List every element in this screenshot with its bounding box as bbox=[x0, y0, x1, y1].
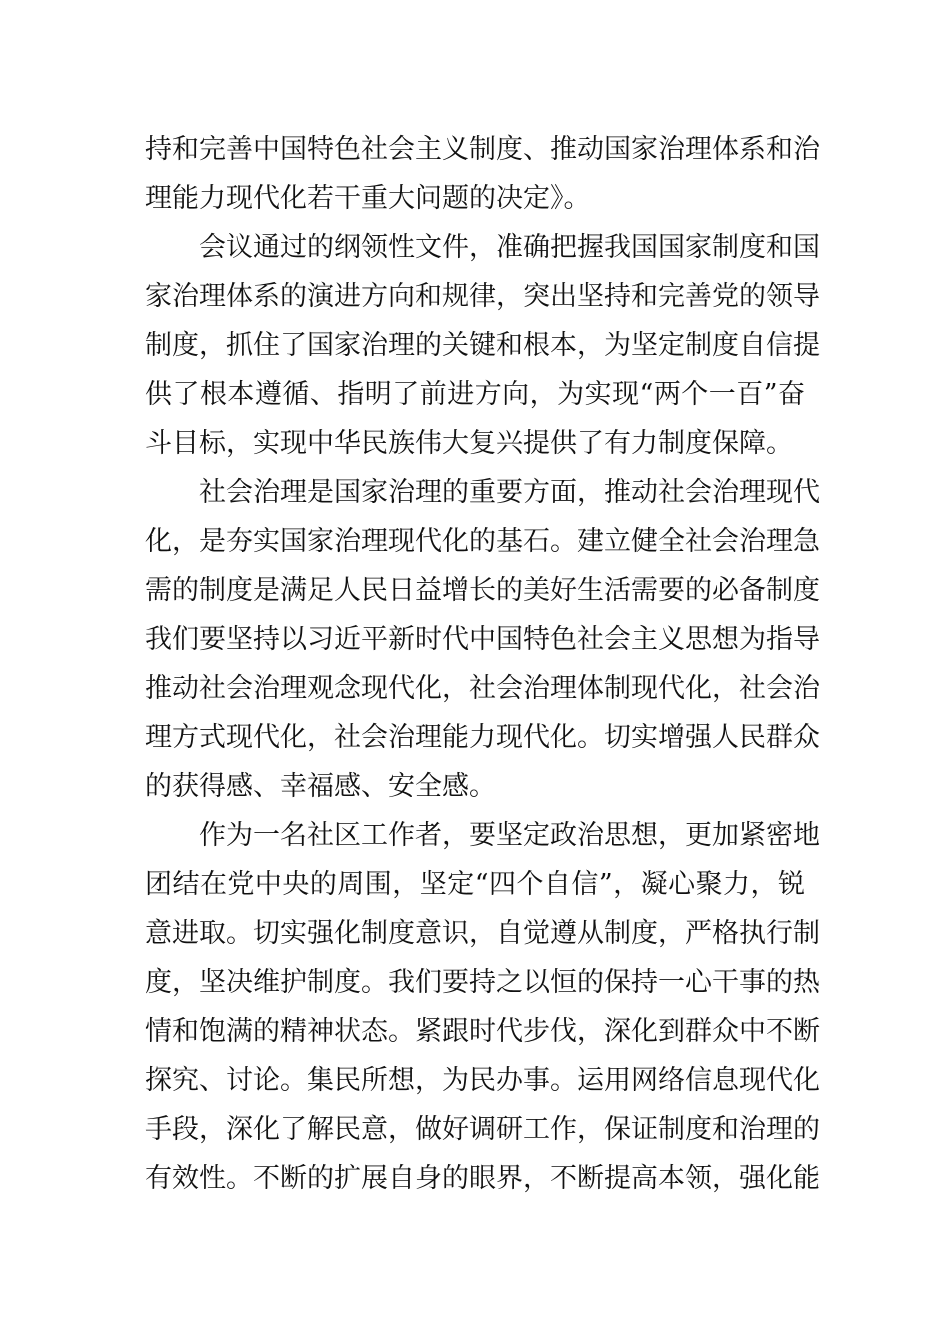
text-line: 意进取。切实强化制度意识，自觉遵从制度，严格执行制 bbox=[145, 918, 820, 949]
text-line: 持和完善中国特色社会主义制度、推动国家治理体系和治 bbox=[145, 134, 820, 165]
text-line: 化，是夯实国家治理现代化的基石。建立健全社会治理急 bbox=[145, 526, 820, 557]
text-line: 斗目标，实现中华民族伟大复兴提供了有力制度保障。 bbox=[145, 428, 793, 459]
text-line: 理能力现代化若干重大问题的决定》。 bbox=[145, 183, 591, 214]
paragraph-first-line: 社会治理是国家治理的重要方面，推动社会治理现代 bbox=[199, 477, 820, 508]
text-line: 制度，抓住了国家治理的关键和根本，为坚定制度自信提 bbox=[145, 330, 820, 361]
text-line: 的获得感、幸福感、安全感。 bbox=[145, 771, 496, 802]
text-line: 推动社会治理观念现代化，社会治理体制现代化，社会治 bbox=[145, 673, 820, 704]
text-line: 家治理体系的演进方向和规律，突出坚持和完善党的领导 bbox=[145, 281, 820, 312]
text-line: 理方式现代化，社会治理能力现代化。切实增强人民群众 bbox=[145, 722, 820, 753]
text-line: 度，坚决维护制度。我们要持之以恒的保持一心干事的热 bbox=[145, 967, 820, 998]
text-line: 我们要坚持以习近平新时代中国特色社会主义思想为指导 bbox=[145, 624, 820, 655]
text-line: 情和饱满的精神状态。紧跟时代步伐，深化到群众中不断 bbox=[145, 1016, 820, 1047]
text-line: 团结在党中央的周围，坚定“四个自信”，凝心聚力，锐 bbox=[145, 869, 805, 900]
text-line: 供了根本遵循、指明了前进方向，为实现“两个一百”奋 bbox=[145, 379, 805, 410]
paragraph-first-line: 作为一名社区工作者，要坚定政治思想，更加紧密地 bbox=[199, 820, 820, 851]
text-line: 手段，深化了解民意，做好调研工作，保证制度和治理的 bbox=[145, 1114, 820, 1145]
paragraph-first-line: 会议通过的纲领性文件，准确把握我国国家制度和国 bbox=[199, 232, 820, 263]
text-line: 需的制度是满足人民日益增长的美好生活需要的必备制度 bbox=[145, 575, 820, 606]
text-line: 有效性。不断的扩展自身的眼界，不断提高本领，强化能 bbox=[145, 1163, 820, 1194]
text-line: 探究、讨论。集民所想，为民办事。运用网络信息现代化 bbox=[145, 1065, 820, 1096]
